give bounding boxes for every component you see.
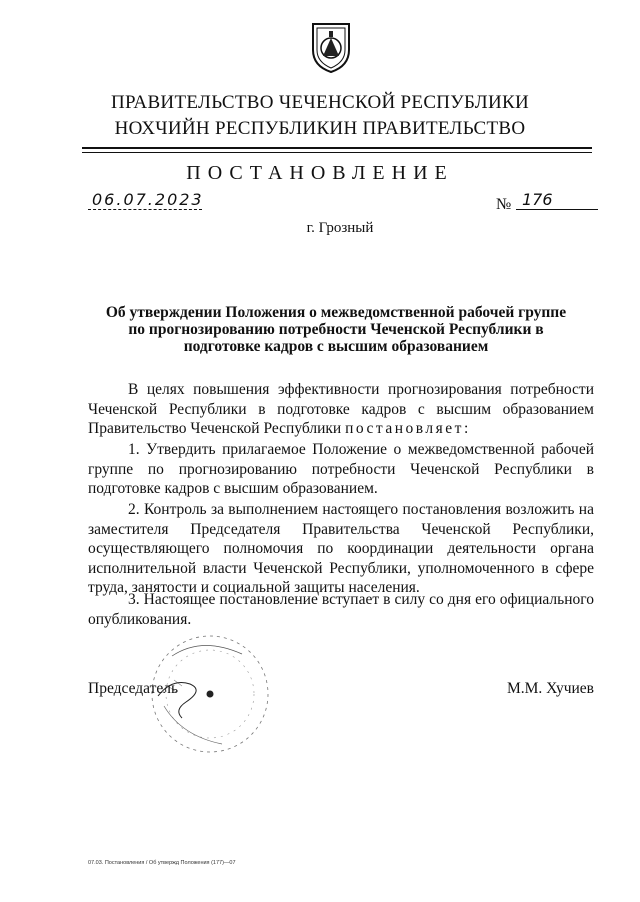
signatory-name: М.М. Хучиев (506, 680, 594, 697)
preamble-text: В целях повышения эффективности прогнозирования потребности Чеченской Республики в подготовке кадров с высшим образованием Правительство Чеченской Республики (88, 381, 594, 437)
header-rule-thick (82, 147, 592, 149)
footer-file-path: 07.03. Постановления / Об утвержд Положения (177)—07 (88, 860, 236, 866)
resolves-keyword: постановляет: (345, 420, 471, 437)
number-label: № (496, 196, 512, 213)
document-number: 176 (516, 190, 598, 210)
city: г. Грозный (306, 220, 374, 236)
paragraph-item-3: 3. Настоящее постановление вступает в силу со дня его официального опубликования. (88, 591, 594, 628)
header-rule-thin (82, 152, 592, 153)
paragraph-preamble (88, 380, 594, 439)
document-title: Об утверждении Положения о межведомственной рабочей группе по прогнозированию потребности Чеченской Республики в подготовке кадров с высшим образованием (105, 304, 567, 355)
government-name-chechen: НОХЧИЙН РЕСПУБЛИКИН ПРАВИТЕЛЬСТВО (114, 118, 526, 139)
coat-of-arms-emblem (309, 20, 353, 74)
government-name: ПРАВИТЕЛЬСТВО ЧЕЧЕНСКОЙ РЕСПУБЛИКИ (110, 92, 530, 113)
document-type: ПОСТАНОВЛЕНИЕ (186, 162, 454, 184)
signatory-position: Председатель (88, 680, 179, 697)
paragraph-item-1: 1. Утвердить прилагаемое Положение о межведомственной рабочей группе по прогнозированию потребности Чеченской Республики в подготовке кадров с высшим образованием. (88, 441, 594, 497)
paragraph-item-2: 2. Контроль за выполнением настоящего постановления возложить на заместителя Председателя Правительства Чеченской Республики, осуществляющего полномочия по координации деятельности органа исполнительной власти Чеченской Республики, уполномоченного в сфере труда, занятости и социальной защиты населения. (88, 501, 594, 596)
document-date: 06.07.2023 (88, 190, 202, 210)
